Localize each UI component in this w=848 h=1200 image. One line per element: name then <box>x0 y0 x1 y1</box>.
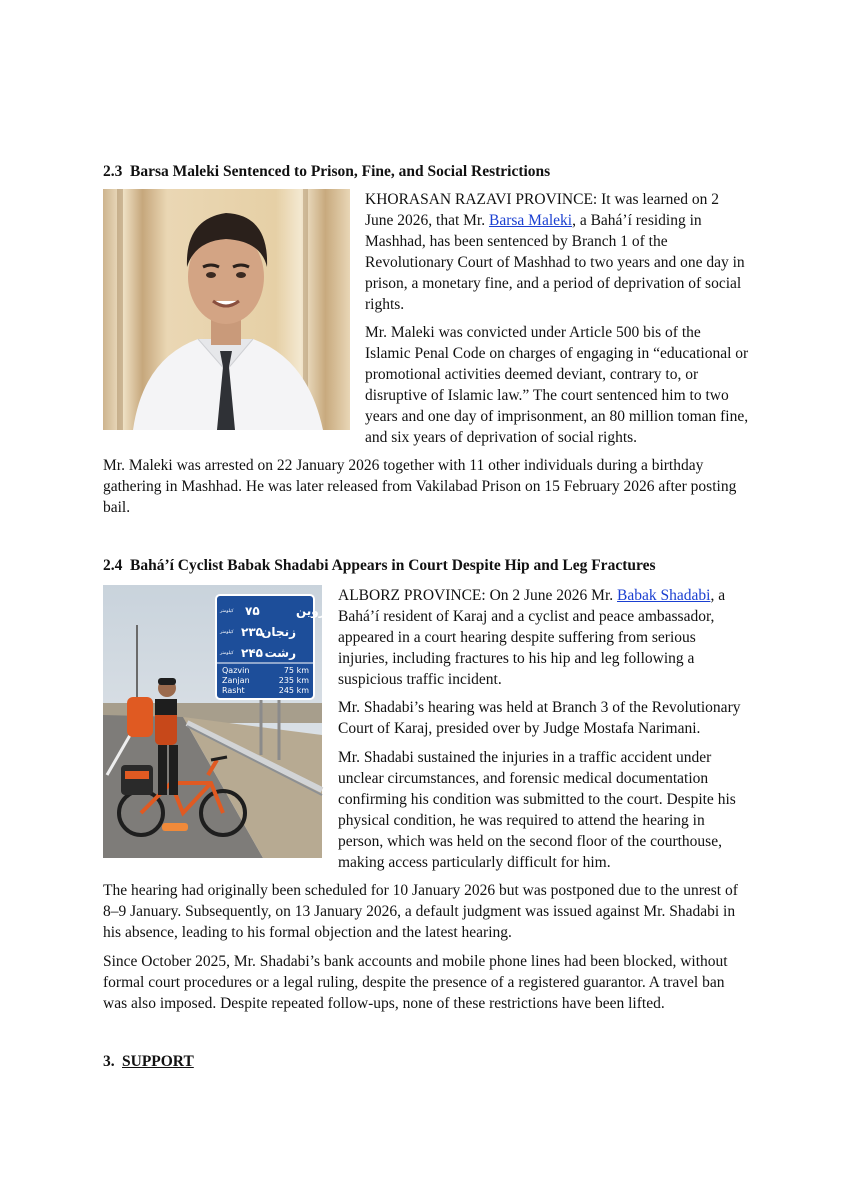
section-title: Bahá’í Cyclist Babak Shadabi Appears in Court Despite Hip and Leg Fractures <box>130 557 656 574</box>
section-2-4-paragraph-4: The hearing had originally been scheduled for 10 January 2026 but was postponed due to the unrest of 8–9 January. Subsequently, on 13 January 2026, a default judgment was issued against Mr. Shadabi in his absence, leading to his formal objection and the latest hearing. <box>103 882 738 941</box>
sign-fa-name: قزوین <box>296 604 335 618</box>
section-2-4-paragraph-2: Mr. Shadabi’s hearing was held at Branch 3 of the Revolutionary Court of Karaj, presided over by Judge Mostafa Narimani. <box>338 699 741 737</box>
sign-fa-name: زنجان <box>261 625 296 639</box>
text-run: KHORASAN RAZAVI PROVINCE: It was learned on 2 June 2026, that Mr. <box>365 191 720 229</box>
section-2-3-paragraph-1 <box>365 189 749 315</box>
text-run: , a Bahá’í residing in Mashhad, has been sentenced by Branch 1 of the Revolutionary Court of Mashhad to two years and one day in prison, a monetary fine, and a period of deprivation of social rights. <box>365 212 745 313</box>
sign-fa-dist: ۷۵ <box>245 604 260 618</box>
section-number: 2.3 <box>103 163 123 180</box>
text-run: ALBORZ PROVINCE: On 2 June 2026 Mr. <box>338 587 618 604</box>
babak-shadabi-photo <box>103 585 335 858</box>
section-number: 2.4 <box>103 557 123 574</box>
section-2-4-paragraph-1 <box>338 585 749 690</box>
sign-en-name: Rasht <box>222 686 245 695</box>
text-run: , a Bahá’í resident of Karaj and a cyclist and peace ambassador, appeared in a court hearing despite suffering from serious injuries, including fractures to his hip and leg following a suspicious traffic incident. <box>338 587 726 688</box>
sign-en-dist: 75 km <box>283 666 309 675</box>
section-title: Barsa Maleki Sentenced to Prison, Fine, and Social Restrictions <box>130 163 551 180</box>
barsa-maleki-link[interactable]: Barsa Maleki <box>489 212 573 229</box>
sign-fa-name: رشت <box>264 646 296 660</box>
barsa-maleki-photo <box>103 189 350 430</box>
sign-en-dist: 235 km <box>278 676 309 685</box>
sign-en-name: Zanjan <box>222 676 250 685</box>
sign-fa-unit: کیلومتر <box>220 630 234 635</box>
section-2-3-heading <box>103 162 550 182</box>
section-2-4-heading <box>103 556 656 576</box>
section-2-4-paragraph-3: Mr. Shadabi sustained the injuries in a traffic accident under unclear circumstances, and forensic medical documentation confirming his condition was submitted to the court. Despite his physical condition, he was required to attend the hearing in person, which was held on the second floor of the courthouse, making access particularly difficult for him. <box>338 749 736 871</box>
section-3-heading <box>103 1052 194 1072</box>
section-2-4-paragraph-5: Since October 2025, Mr. Shadabi’s bank accounts and mobile phone lines had been blocked, without formal court procedures or a legal ruling, despite the presence of a registered guarantor. A travel ban was also imposed. Despite repeated follow-ups, none of these restrictions have been lifted. <box>103 953 728 1012</box>
babak-shadabi-link[interactable]: Babak Shadabi <box>617 587 711 604</box>
sign-fa-dist: ۲۴۵ <box>241 646 263 660</box>
section-title: SUPPORT <box>122 1053 194 1070</box>
section-2-3-paragraph-2: Mr. Maleki was convicted under Article 500 bis of the Islamic Penal Code on charges of engaging in “educational or promotional activities deemed deviant, contrary to, or disruptive of Islamic law.” The court sentenced him to two years and one day of imprisonment, an 80 million toman fine, and six years of deprivation of social rights. <box>365 324 749 446</box>
sign-fa-unit: کیلومتر <box>220 651 234 656</box>
sign-fa-unit: کیلومتر <box>220 609 234 614</box>
sign-en-name: Qazvin <box>222 666 250 675</box>
section-2-3-paragraph-3: Mr. Maleki was arrested on 22 January 2026 together with 11 other individuals during a birthday gathering in Mashhad. He was later released from Vakilabad Prison on 15 February 2026 after posting bail. <box>103 457 737 516</box>
sign-fa-dist: ۲۳۵ <box>241 625 263 639</box>
section-number: 3. <box>103 1053 115 1070</box>
sign-en-dist: 245 km <box>278 686 309 695</box>
